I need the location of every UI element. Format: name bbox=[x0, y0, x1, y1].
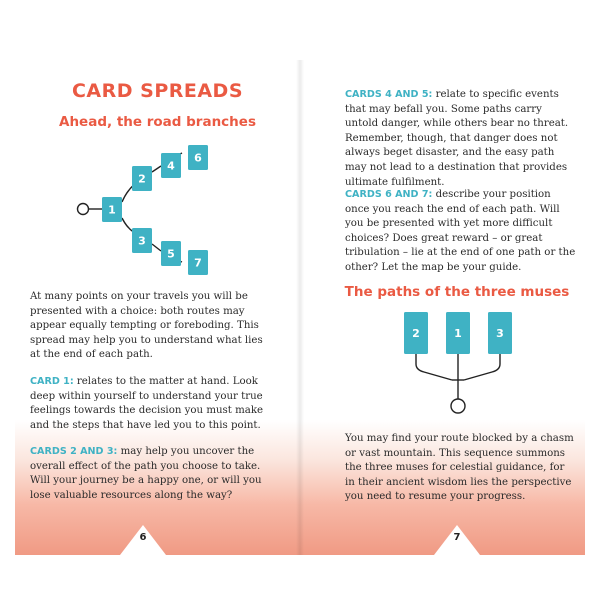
card-number: 2 bbox=[138, 172, 146, 186]
page-title: CARD SPREADS bbox=[71, 80, 244, 102]
tarot-card bbox=[188, 250, 208, 275]
three-muses-text: You may find your route blocked by a chasm or vast mountain. This sequence summons the three muses for celestial guidance, for in their ancient wisdom lies the perspective you need to resume your progress. bbox=[345, 433, 574, 503]
card-number: 5 bbox=[167, 247, 175, 261]
start-circle bbox=[78, 204, 89, 215]
tarot-card bbox=[132, 166, 152, 191]
tarot-card bbox=[446, 312, 470, 354]
cards45-lead: CARDS 4 AND 5: bbox=[345, 89, 433, 100]
cards67-text: describe your position once you reach the end of each path. Will you be presented with yet more difficult choices? Does great reward – or great tribulation – lie at the end of one path or the other? Let the map be your guide. bbox=[345, 189, 576, 273]
tarot-card bbox=[132, 228, 152, 253]
three-muses-paragraph bbox=[345, 432, 577, 505]
intro-text: At many points on your travels you will be presented with a choice: both routes may appear equally tempting or foreboding. This spread may help you to understand what lies at the end of each path. bbox=[30, 291, 263, 361]
card-number: 3 bbox=[138, 234, 146, 248]
card-number: 2 bbox=[412, 327, 420, 340]
tarot-card bbox=[188, 145, 208, 170]
intro-paragraph bbox=[30, 290, 275, 363]
cards67-paragraph bbox=[345, 188, 577, 276]
left-page bbox=[15, 60, 300, 555]
cards23-lead: CARDS 2 AND 3: bbox=[30, 446, 118, 457]
card1-lead: CARD 1: bbox=[30, 376, 74, 387]
tarot-card bbox=[161, 153, 181, 178]
card-number: 7 bbox=[194, 256, 202, 270]
card-number: 1 bbox=[108, 203, 116, 217]
cards45-text: relate to specific events that may befall you. Some paths carry untold danger, while others bear no threat. Remember, though, that danger does not always beget disaster, and the easy path may not lead to a destination that provides ultimate fulfilment. bbox=[345, 89, 569, 188]
card-number: 1 bbox=[454, 327, 462, 340]
road-branches-diagram bbox=[75, 140, 225, 280]
three-muses-diagram bbox=[398, 308, 518, 420]
book-gutter bbox=[296, 60, 304, 555]
road-branches-subtitle: Ahead, the road branches bbox=[59, 114, 256, 130]
page-number: 6 bbox=[139, 532, 147, 543]
tarot-card bbox=[161, 241, 181, 266]
page-number: 7 bbox=[453, 532, 461, 543]
tarot-card bbox=[404, 312, 428, 354]
end-circle bbox=[451, 399, 465, 413]
three-muses-subtitle: The paths of the three muses bbox=[344, 284, 570, 300]
cards23-paragraph bbox=[30, 445, 275, 503]
book-spread bbox=[15, 60, 585, 555]
tarot-card bbox=[102, 197, 122, 222]
tarot-card bbox=[488, 312, 512, 354]
card-number: 3 bbox=[496, 327, 504, 340]
cards23-text: may help you uncover the overall effect of the path you choose to take. Will your journey be a happy one, or will you lose valuable resources along the way? bbox=[30, 446, 262, 501]
card1-text: relates to the matter at hand. Look deep within yourself to understand your true feelings towards the decision you must make and the steps that have led you to this point. bbox=[30, 376, 264, 431]
right-page bbox=[300, 60, 585, 555]
cards67-lead: CARDS 6 AND 7: bbox=[345, 189, 433, 200]
card1-paragraph bbox=[30, 375, 275, 433]
cards45-paragraph bbox=[345, 88, 577, 190]
card-number: 4 bbox=[167, 159, 175, 173]
card-number: 6 bbox=[194, 151, 202, 165]
